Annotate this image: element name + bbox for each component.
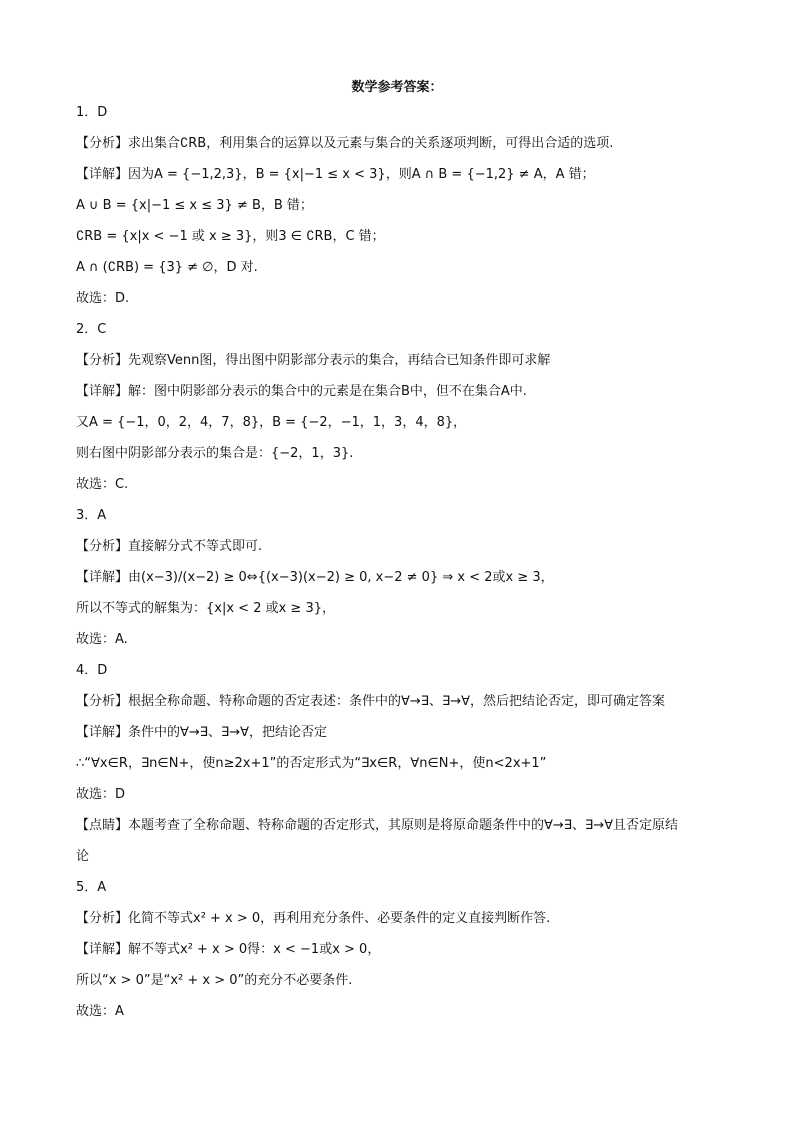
text-line: 5．A xyxy=(76,880,107,895)
text-line: ∁RB = {x|x < −1 或 x ≥ 3}，则3 ∈ ∁RB，C 错； xyxy=(76,229,385,244)
text-line: 故选：D xyxy=(76,787,126,802)
text-line: 所以“x > 0”是“x² + x > 0”的充分不必要条件. xyxy=(76,973,353,988)
text-line: 【详解】解：图中阴影部分表示的集合中的元素是在集合B中，但不在集合A中. xyxy=(76,384,527,399)
text-line: 故选：C. xyxy=(76,477,129,492)
text-line: 【分析】直接解分式不等式即可. xyxy=(76,539,263,554)
text-line: 故选：D. xyxy=(76,291,130,306)
text-line: ∴“∀x∈R，∃n∈N+，使n≥2x+1”的否定形式为“∃x∈R，∀n∈N+，使n<2x+1” xyxy=(76,756,547,771)
text-line: A ∩ (∁RB) = {3} ≠ ∅，D 对. xyxy=(76,260,258,275)
text-line: 【点睛】本题考查了全称命题、特称命题的否定形式，其原则是将原命题条件中的∀→∃、∃→∀且否定原结 xyxy=(76,818,678,833)
text-line: 论 xyxy=(76,849,90,864)
text-line: 【分析】根据全称命题、特称命题的否定表述：条件中的∀→∃、∃→∀，然后把结论否定，即可确定答案 xyxy=(76,694,665,709)
text-line: 【分析】化简不等式x² + x > 0，再利用充分条件、必要条件的定义直接判断作答. xyxy=(76,911,551,926)
text-line: 1．D xyxy=(76,105,108,120)
text-line: 又A = {−1，0，2，4，7，8}，B = {−2，−1，1，3，4，8}， xyxy=(76,415,467,430)
text-line: 4．D xyxy=(76,663,108,678)
text-line: 故选：A xyxy=(76,1004,124,1019)
text-line: 【详解】由(x−3)/(x−2) ≥ 0⇔{(x−3)(x−2) ≥ 0, x−2 ≠ 0} ⇒ x < 2或x ≥ 3， xyxy=(76,570,554,585)
text-line: 【分析】先观察Venn图，得出图中阴影部分表示的集合，再结合已知条件即可求解 xyxy=(76,353,551,368)
text-line: 3．A xyxy=(76,508,107,523)
text-line: 故选：A. xyxy=(76,632,128,647)
text-line: 2．C xyxy=(76,322,107,337)
text-line: 【详解】解不等式x² + x > 0得：x < −1或x > 0， xyxy=(76,942,381,957)
text-line: 【详解】因为A = {−1,2,3}，B = {x|−1 ≤ x < 3}，则A ∩ B = {−1,2} ≠ A，A 错； xyxy=(76,167,595,182)
answer-text xyxy=(76,104,726,1034)
text-line: 所以不等式的解集为：{x|x < 2 或x ≥ 3}， xyxy=(76,601,335,616)
text-line: A ∪ B = {x|−1 ≤ x ≤ 3} ≠ B，B 错； xyxy=(76,198,313,213)
text-line: 则右图中阴影部分表示的集合是：{−2，1，3}. xyxy=(76,446,354,461)
text-line: 【分析】求出集合∁RB，利用集合的运算以及元素与集合的关系逐项判断，可得出合适的选项. xyxy=(76,136,614,151)
text-line: 【详解】条件中的∀→∃、∃→∀，把结论否定 xyxy=(76,725,327,740)
page-title: 数学参考答案： xyxy=(351,80,443,95)
